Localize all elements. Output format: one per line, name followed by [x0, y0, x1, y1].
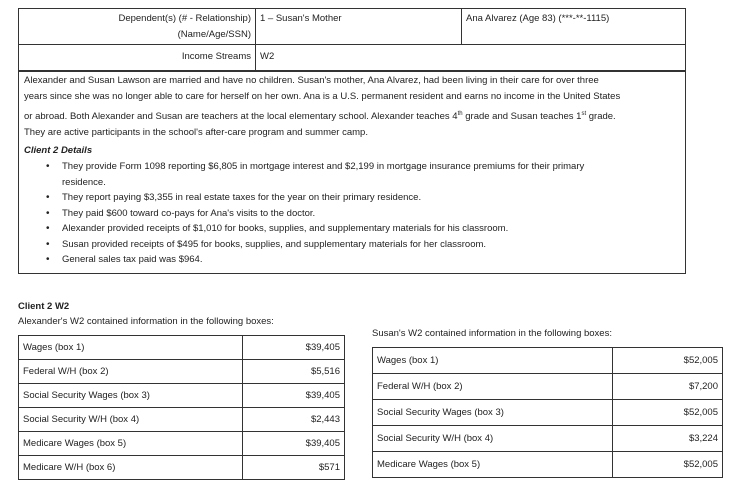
dependents-label-line1: Dependent(s) (# - Relationship) — [118, 13, 251, 24]
list-item-continuation: residence. — [62, 176, 106, 188]
dependents-divider-v1 — [255, 8, 256, 71]
narrative-line-1: Alexander and Susan Lawson are married and have no children. Susan's mother, Ana Alvarez, had been living in their care for over three — [24, 75, 599, 86]
table-row — [19, 336, 345, 360]
w2-box-label: Medicare Wages (box 5) — [19, 432, 243, 456]
table-row — [19, 384, 345, 408]
w2-box-label: Wages (box 1) — [373, 348, 613, 374]
w2-box-label: Wages (box 1) — [19, 336, 243, 360]
dependents-divider-h — [18, 44, 686, 45]
table-row — [373, 348, 723, 374]
list-item: • General sales tax paid was $964. — [24, 252, 684, 268]
dependent-details: Ana Alvarez (Age 83) (***-**-1115) — [466, 13, 610, 24]
dependent-relationship: 1 – Susan's Mother — [260, 13, 342, 24]
income-streams-label: Income Streams — [181, 51, 251, 62]
client-details-heading: Client 2 Details — [24, 145, 93, 156]
w2-box-label: Federal W/H (box 2) — [373, 374, 613, 400]
w2-box-label: Federal W/H (box 2) — [19, 360, 243, 384]
w2-box-value: $7,200 — [613, 374, 723, 400]
table-row — [373, 452, 723, 478]
narrative-line-2: years since she was no longer able to care for herself on her own. Ana is a U.S. permanent resident and earns no income in the United States — [24, 91, 621, 103]
dependents-label-line2: (Name/Age/SSN) — [177, 29, 251, 40]
w2-box-value: $571 — [243, 456, 345, 480]
dependents-label — [18, 11, 251, 43]
list-item: • They report paying $3,355 in real estate taxes for the year on their primary residence. — [24, 190, 684, 206]
narrative-line-4: They are active participants in the school's after-care program and summer camp. — [24, 127, 368, 139]
table-row — [373, 400, 723, 426]
list-item: • Alexander provided receipts of $1,010 for books, supplies, and supplementary materials for his classroom. — [24, 221, 684, 237]
table-row — [373, 374, 723, 400]
list-item: • They provide Form 1098 reporting $6,805 in mortgage interest and $2,199 in mortgage insurance premiums for their primary — [24, 159, 684, 175]
w2-box-label: Social Security Wages (box 3) — [19, 384, 243, 408]
table-row — [19, 432, 345, 456]
w2-box-value: $5,516 — [243, 360, 345, 384]
w2-box-label: Social Security W/H (box 4) — [373, 426, 613, 452]
w2-heading: Client 2 W2 — [18, 301, 70, 312]
client-details-list — [24, 159, 684, 268]
table-row — [19, 408, 345, 432]
table-row — [373, 426, 723, 452]
w2-box-value: $52,005 — [613, 452, 723, 478]
income-streams-value: W2 — [260, 51, 275, 62]
w2-box-value: $39,405 — [243, 336, 345, 360]
list-item: • They paid $600 toward co-pays for Ana's visits to the doctor. — [24, 206, 684, 222]
narrative-paragraph — [24, 73, 684, 141]
w2-box-value: $39,405 — [243, 432, 345, 456]
susan-w2-table — [372, 347, 723, 478]
w2-box-value: $52,005 — [613, 348, 723, 374]
dependents-divider-v2 — [461, 8, 462, 44]
table-row — [19, 456, 345, 480]
alexander-w2-table — [18, 335, 345, 480]
w2-box-value: $3,224 — [613, 426, 723, 452]
table-row — [19, 360, 345, 384]
narrative-line-3: or abroad. Both Alexander and Susan are teachers at the local elementary school. Alexander teaches 4th grade and Susan teaches 1st grade. — [24, 110, 616, 122]
w2-box-label: Medicare Wages (box 5) — [373, 452, 613, 478]
susan-w2-caption: Susan's W2 contained information in the following boxes: — [372, 328, 612, 339]
w2-box-value: $52,005 — [613, 400, 723, 426]
w2-box-label: Social Security W/H (box 4) — [19, 408, 243, 432]
w2-box-label: Social Security Wages (box 3) — [373, 400, 613, 426]
w2-box-value: $2,443 — [243, 408, 345, 432]
alexander-w2-caption: Alexander's W2 contained information in the following boxes: — [18, 316, 274, 327]
w2-box-value: $39,405 — [243, 384, 345, 408]
w2-box-label: Medicare W/H (box 6) — [19, 456, 243, 480]
list-item: • Susan provided receipts of $495 for books, supplies, and supplementary materials for her classroom. — [24, 237, 684, 253]
